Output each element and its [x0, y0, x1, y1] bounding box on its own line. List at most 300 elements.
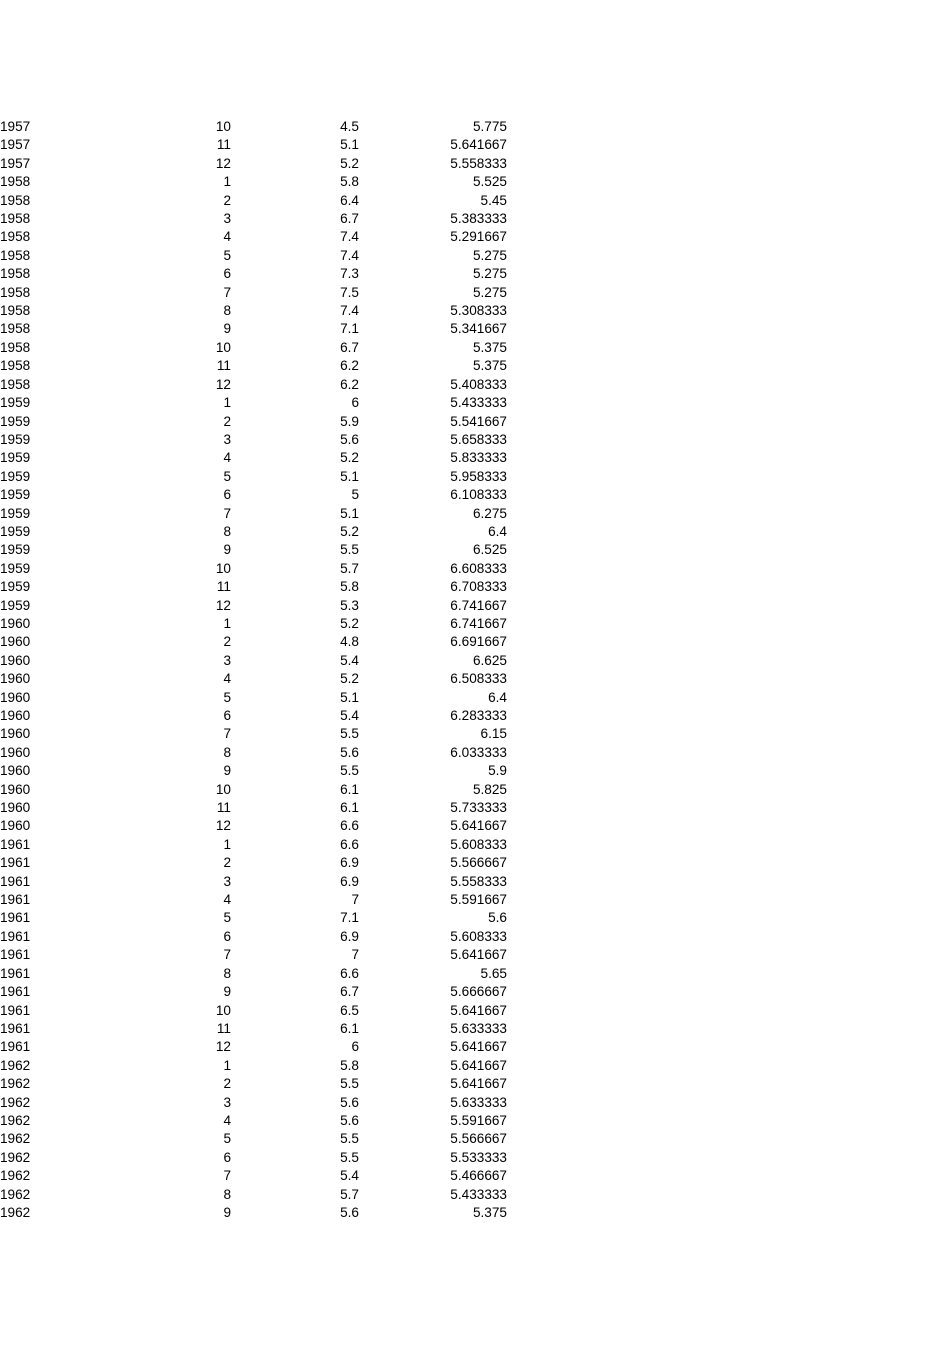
table-row — [0, 284, 507, 302]
spreadsheet-page — [0, 118, 950, 1222]
table-row — [0, 486, 507, 504]
month-cell: 2 — [223, 413, 231, 429]
year-cell: 1959 — [0, 487, 31, 503]
year-cell: 1961 — [0, 965, 31, 981]
table-row — [0, 523, 507, 541]
year-cell: 1960 — [0, 763, 31, 779]
average-cell: 6.275 — [472, 505, 507, 521]
value-cell: 4.8 — [340, 634, 359, 650]
year-cell: 1957 — [0, 119, 31, 134]
value-cell: 6.1 — [340, 800, 359, 816]
month-cell: 5 — [223, 1131, 231, 1147]
average-cell: 5.641667 — [450, 1039, 507, 1055]
table-row — [0, 1112, 507, 1130]
year-cell: 1962 — [0, 1057, 31, 1073]
month-cell: 3 — [223, 873, 231, 889]
year-cell: 1959 — [0, 413, 31, 429]
month-cell: 10 — [215, 119, 231, 134]
table-row — [0, 1094, 507, 1112]
table-row — [0, 560, 507, 578]
average-cell: 5.641667 — [450, 947, 507, 963]
average-cell: 5.641667 — [450, 1076, 507, 1092]
month-cell: 3 — [223, 211, 231, 227]
average-cell: 5.608333 — [450, 836, 507, 852]
month-cell: 3 — [223, 431, 231, 447]
year-cell: 1958 — [0, 284, 31, 300]
month-cell: 5 — [223, 247, 231, 263]
average-cell: 6.741667 — [450, 597, 507, 613]
year-cell: 1961 — [0, 984, 31, 1000]
table-row — [0, 155, 507, 173]
average-cell: 5.45 — [480, 192, 507, 208]
average-cell: 6.4 — [488, 689, 507, 705]
value-cell: 6.9 — [340, 928, 359, 944]
value-cell: 7.1 — [340, 321, 359, 337]
value-cell: 5.6 — [340, 1204, 359, 1220]
year-cell: 1961 — [0, 892, 31, 908]
table-row — [0, 652, 507, 670]
table-row — [0, 836, 507, 854]
year-cell: 1960 — [0, 689, 31, 705]
year-cell: 1962 — [0, 1094, 31, 1110]
year-cell: 1958 — [0, 174, 31, 190]
table-row — [0, 1167, 507, 1185]
value-cell: 5.6 — [340, 1094, 359, 1110]
value-cell: 5.7 — [340, 560, 359, 576]
value-cell: 6.2 — [340, 376, 359, 392]
average-cell: 5.533333 — [450, 1149, 507, 1165]
year-cell: 1961 — [0, 836, 31, 852]
year-cell: 1958 — [0, 247, 31, 263]
year-cell: 1959 — [0, 431, 31, 447]
average-cell: 5.641667 — [450, 1002, 507, 1018]
year-cell: 1959 — [0, 505, 31, 521]
table-row — [0, 541, 507, 559]
month-cell: 6 — [223, 266, 231, 282]
average-cell: 5.433333 — [450, 395, 507, 411]
year-cell: 1960 — [0, 708, 31, 723]
value-cell: 6 — [351, 395, 359, 411]
table-row — [0, 983, 507, 1001]
table-row — [0, 817, 507, 835]
year-cell: 1962 — [0, 1112, 31, 1128]
year-cell: 1957 — [0, 137, 31, 153]
month-cell: 11 — [216, 358, 231, 374]
month-cell: 6 — [223, 708, 231, 723]
year-cell: 1958 — [0, 229, 31, 245]
year-cell: 1960 — [0, 652, 31, 668]
table-row — [0, 228, 507, 246]
average-cell: 5.433333 — [450, 1186, 507, 1202]
year-cell: 1959 — [0, 597, 31, 613]
value-cell: 4.5 — [340, 119, 359, 134]
average-cell: 5.775 — [472, 119, 507, 134]
value-cell: 7.4 — [340, 229, 359, 245]
month-cell: 3 — [223, 1094, 231, 1110]
year-cell: 1960 — [0, 671, 31, 687]
table-row — [0, 468, 507, 486]
year-cell: 1958 — [0, 358, 31, 374]
table-row — [0, 173, 507, 191]
month-cell: 10 — [215, 560, 231, 576]
month-cell: 4 — [223, 1112, 231, 1128]
average-cell: 6.691667 — [450, 634, 507, 650]
average-cell: 5.275 — [472, 266, 507, 282]
month-cell: 12 — [215, 818, 231, 834]
table-row — [0, 597, 507, 615]
value-cell: 5.1 — [340, 505, 359, 521]
average-cell: 6.15 — [480, 726, 507, 742]
year-cell: 1962 — [0, 1131, 31, 1147]
table-row — [0, 1057, 507, 1075]
average-cell: 6.4 — [488, 523, 507, 539]
average-cell: 5.591667 — [450, 892, 507, 908]
month-cell: 9 — [223, 542, 231, 558]
average-cell: 6.283333 — [450, 708, 507, 723]
month-cell: 8 — [223, 965, 231, 981]
table-row — [0, 449, 507, 467]
value-cell: 6.9 — [340, 873, 359, 889]
value-cell: 5.1 — [340, 468, 359, 484]
table-row — [0, 1149, 507, 1167]
table-row — [0, 707, 507, 725]
month-cell: 3 — [223, 652, 231, 668]
month-cell: 10 — [215, 1002, 231, 1018]
value-cell: 7.4 — [340, 303, 359, 319]
table-row — [0, 799, 507, 817]
table-row — [0, 670, 507, 688]
table-row — [0, 1038, 507, 1056]
value-cell: 6.6 — [340, 818, 359, 834]
average-cell: 5.291667 — [450, 229, 507, 245]
month-cell: 10 — [215, 339, 231, 355]
average-cell: 5.375 — [472, 339, 507, 355]
month-cell: 2 — [223, 634, 231, 650]
table-row — [0, 873, 507, 891]
table-row — [0, 1075, 507, 1093]
year-cell: 1961 — [0, 1020, 31, 1036]
value-cell: 7.5 — [340, 284, 359, 300]
month-cell: 11 — [216, 579, 231, 595]
table-row — [0, 505, 507, 523]
table-row — [0, 118, 507, 136]
month-cell: 7 — [223, 1168, 231, 1184]
value-cell: 7 — [351, 892, 359, 908]
year-cell: 1962 — [0, 1168, 31, 1184]
table-row — [0, 946, 507, 964]
year-cell: 1957 — [0, 155, 31, 171]
year-cell: 1962 — [0, 1149, 31, 1165]
month-cell: 8 — [223, 303, 231, 319]
year-cell: 1960 — [0, 800, 31, 816]
average-cell: 6.741667 — [450, 615, 507, 631]
table-row — [0, 781, 507, 799]
month-cell: 7 — [223, 726, 231, 742]
year-cell: 1958 — [0, 321, 31, 337]
year-cell: 1960 — [0, 818, 31, 834]
table-row — [0, 265, 507, 283]
month-cell: 12 — [215, 1039, 231, 1055]
year-cell: 1958 — [0, 266, 31, 282]
year-cell: 1958 — [0, 211, 31, 227]
table-body — [0, 118, 507, 1222]
table-row — [0, 320, 507, 338]
value-cell: 5.5 — [340, 1076, 359, 1092]
value-cell: 6.9 — [340, 855, 359, 871]
table-row — [0, 357, 507, 375]
year-cell: 1961 — [0, 1002, 31, 1018]
value-cell: 5.6 — [340, 744, 359, 760]
average-cell: 5.308333 — [450, 303, 507, 319]
value-cell: 5.4 — [340, 1168, 359, 1184]
average-cell: 6.708333 — [450, 579, 507, 595]
table-row — [0, 633, 507, 651]
table-row — [0, 413, 507, 431]
year-cell: 1961 — [0, 947, 31, 963]
value-cell: 5.4 — [340, 652, 359, 668]
value-cell: 6.1 — [340, 1020, 359, 1036]
month-cell: 1 — [223, 174, 231, 190]
table-row — [0, 431, 507, 449]
year-cell: 1961 — [0, 855, 31, 871]
value-cell: 5 — [351, 487, 359, 503]
value-cell: 7.4 — [340, 247, 359, 263]
value-cell: 5.6 — [340, 431, 359, 447]
year-cell: 1960 — [0, 634, 31, 650]
average-cell: 5.65 — [480, 965, 507, 981]
value-cell: 5.5 — [340, 1149, 359, 1165]
value-cell: 5.5 — [340, 542, 359, 558]
year-cell: 1960 — [0, 615, 31, 631]
average-cell: 6.108333 — [450, 487, 507, 503]
average-cell: 5.466667 — [450, 1168, 507, 1184]
month-cell: 4 — [223, 450, 231, 466]
average-cell: 5.833333 — [450, 450, 507, 466]
average-cell: 5.375 — [472, 358, 507, 374]
table-row — [0, 210, 507, 228]
month-cell: 4 — [223, 229, 231, 245]
data-table — [0, 118, 507, 1222]
month-cell: 10 — [215, 781, 231, 797]
month-cell: 5 — [223, 689, 231, 705]
month-cell: 11 — [216, 137, 231, 153]
table-row — [0, 578, 507, 596]
year-cell: 1958 — [0, 192, 31, 208]
average-cell: 5.591667 — [450, 1112, 507, 1128]
table-row — [0, 854, 507, 872]
average-cell: 5.666667 — [450, 984, 507, 1000]
month-cell: 6 — [223, 487, 231, 503]
value-cell: 6.2 — [340, 358, 359, 374]
month-cell: 2 — [223, 1076, 231, 1092]
average-cell: 5.558333 — [450, 873, 507, 889]
average-cell: 5.633333 — [450, 1020, 507, 1036]
month-cell: 1 — [223, 1057, 231, 1073]
value-cell: 5.2 — [340, 450, 359, 466]
value-cell: 6.7 — [340, 211, 359, 227]
month-cell: 7 — [223, 284, 231, 300]
year-cell: 1959 — [0, 395, 31, 411]
average-cell: 5.641667 — [450, 137, 507, 153]
average-cell: 5.408333 — [450, 376, 507, 392]
value-cell: 6.6 — [340, 965, 359, 981]
month-cell: 4 — [223, 671, 231, 687]
year-cell: 1959 — [0, 579, 31, 595]
year-cell: 1962 — [0, 1076, 31, 1092]
average-cell: 5.341667 — [450, 321, 507, 337]
table-row — [0, 192, 507, 210]
month-cell: 6 — [223, 928, 231, 944]
table-row — [0, 302, 507, 320]
average-cell: 5.525 — [472, 174, 507, 190]
month-cell: 2 — [223, 192, 231, 208]
month-cell: 1 — [223, 395, 231, 411]
month-cell: 12 — [215, 597, 231, 613]
month-cell: 7 — [223, 505, 231, 521]
average-cell: 5.541667 — [450, 413, 507, 429]
table-row — [0, 1186, 507, 1204]
average-cell: 5.558333 — [450, 155, 507, 171]
value-cell: 6.4 — [340, 192, 359, 208]
value-cell: 5.2 — [340, 671, 359, 687]
average-cell: 5.566667 — [450, 855, 507, 871]
year-cell: 1960 — [0, 726, 31, 742]
value-cell: 5.5 — [340, 726, 359, 742]
month-cell: 2 — [223, 855, 231, 871]
year-cell: 1960 — [0, 744, 31, 760]
table-row — [0, 376, 507, 394]
average-cell: 5.383333 — [450, 211, 507, 227]
month-cell: 8 — [223, 744, 231, 760]
value-cell: 5.6 — [340, 1112, 359, 1128]
table-row — [0, 394, 507, 412]
value-cell: 6.1 — [340, 781, 359, 797]
month-cell: 6 — [223, 1149, 231, 1165]
month-cell: 5 — [223, 910, 231, 926]
table-row — [0, 909, 507, 927]
year-cell: 1961 — [0, 928, 31, 944]
table-row — [0, 928, 507, 946]
average-cell: 5.733333 — [450, 800, 507, 816]
average-cell: 5.958333 — [450, 468, 507, 484]
value-cell: 7.3 — [340, 266, 359, 282]
value-cell: 5.8 — [340, 174, 359, 190]
month-cell: 1 — [223, 615, 231, 631]
average-cell: 6.525 — [472, 542, 507, 558]
year-cell: 1959 — [0, 542, 31, 558]
year-cell: 1961 — [0, 910, 31, 926]
year-cell: 1959 — [0, 560, 31, 576]
table-row — [0, 1020, 507, 1038]
value-cell: 7.1 — [340, 910, 359, 926]
average-cell: 5.6 — [488, 910, 507, 926]
average-cell: 6.508333 — [450, 671, 507, 687]
average-cell: 5.825 — [472, 781, 507, 797]
table-row — [0, 339, 507, 357]
average-cell: 5.641667 — [450, 818, 507, 834]
year-cell: 1961 — [0, 1039, 31, 1055]
average-cell: 6.033333 — [450, 744, 507, 760]
value-cell: 5.8 — [340, 1057, 359, 1073]
year-cell: 1961 — [0, 873, 31, 889]
month-cell: 9 — [223, 763, 231, 779]
table-row — [0, 136, 507, 154]
value-cell: 6.5 — [340, 1002, 359, 1018]
table-row — [0, 725, 507, 743]
value-cell: 5.5 — [340, 763, 359, 779]
average-cell: 6.625 — [472, 652, 507, 668]
value-cell: 5.2 — [340, 523, 359, 539]
month-cell: 5 — [223, 468, 231, 484]
table-row — [0, 615, 507, 633]
average-cell: 5.566667 — [450, 1131, 507, 1147]
value-cell: 5.4 — [340, 708, 359, 723]
average-cell: 5.641667 — [450, 1057, 507, 1073]
month-cell: 4 — [223, 892, 231, 908]
month-cell: 11 — [216, 800, 231, 816]
table-row — [0, 689, 507, 707]
month-cell: 7 — [223, 947, 231, 963]
year-cell: 1959 — [0, 523, 31, 539]
average-cell: 5.275 — [472, 247, 507, 263]
value-cell: 5.8 — [340, 579, 359, 595]
value-cell: 6 — [351, 1039, 359, 1055]
value-cell: 6.6 — [340, 836, 359, 852]
month-cell: 12 — [215, 155, 231, 171]
year-cell: 1962 — [0, 1204, 31, 1220]
table-row — [0, 891, 507, 909]
year-cell: 1958 — [0, 303, 31, 319]
table-row — [0, 762, 507, 780]
value-cell: 5.2 — [340, 155, 359, 171]
month-cell: 1 — [223, 836, 231, 852]
value-cell: 5.2 — [340, 615, 359, 631]
value-cell: 5.1 — [340, 689, 359, 705]
average-cell: 5.608333 — [450, 928, 507, 944]
table-row — [0, 1204, 507, 1222]
average-cell: 5.658333 — [450, 431, 507, 447]
month-cell: 12 — [215, 376, 231, 392]
value-cell: 5.9 — [340, 413, 359, 429]
year-cell: 1962 — [0, 1186, 31, 1202]
average-cell: 5.9 — [488, 763, 507, 779]
month-cell: 9 — [223, 984, 231, 1000]
average-cell: 5.275 — [472, 284, 507, 300]
month-cell: 8 — [223, 1186, 231, 1202]
value-cell: 6.7 — [340, 984, 359, 1000]
month-cell: 8 — [223, 523, 231, 539]
year-cell: 1958 — [0, 339, 31, 355]
value-cell: 5.1 — [340, 137, 359, 153]
month-cell: 9 — [223, 1204, 231, 1220]
table-row — [0, 744, 507, 762]
year-cell: 1958 — [0, 376, 31, 392]
table-row — [0, 1130, 507, 1148]
value-cell: 6.7 — [340, 339, 359, 355]
average-cell: 5.633333 — [450, 1094, 507, 1110]
year-cell: 1960 — [0, 781, 31, 797]
table-row — [0, 1002, 507, 1020]
value-cell: 5.7 — [340, 1186, 359, 1202]
month-cell: 11 — [216, 1020, 231, 1036]
year-cell: 1959 — [0, 450, 31, 466]
average-cell: 5.375 — [472, 1204, 507, 1220]
average-cell: 6.608333 — [450, 560, 507, 576]
value-cell: 5.3 — [340, 597, 359, 613]
table-row — [0, 247, 507, 265]
value-cell: 5.5 — [340, 1131, 359, 1147]
year-cell: 1959 — [0, 468, 31, 484]
